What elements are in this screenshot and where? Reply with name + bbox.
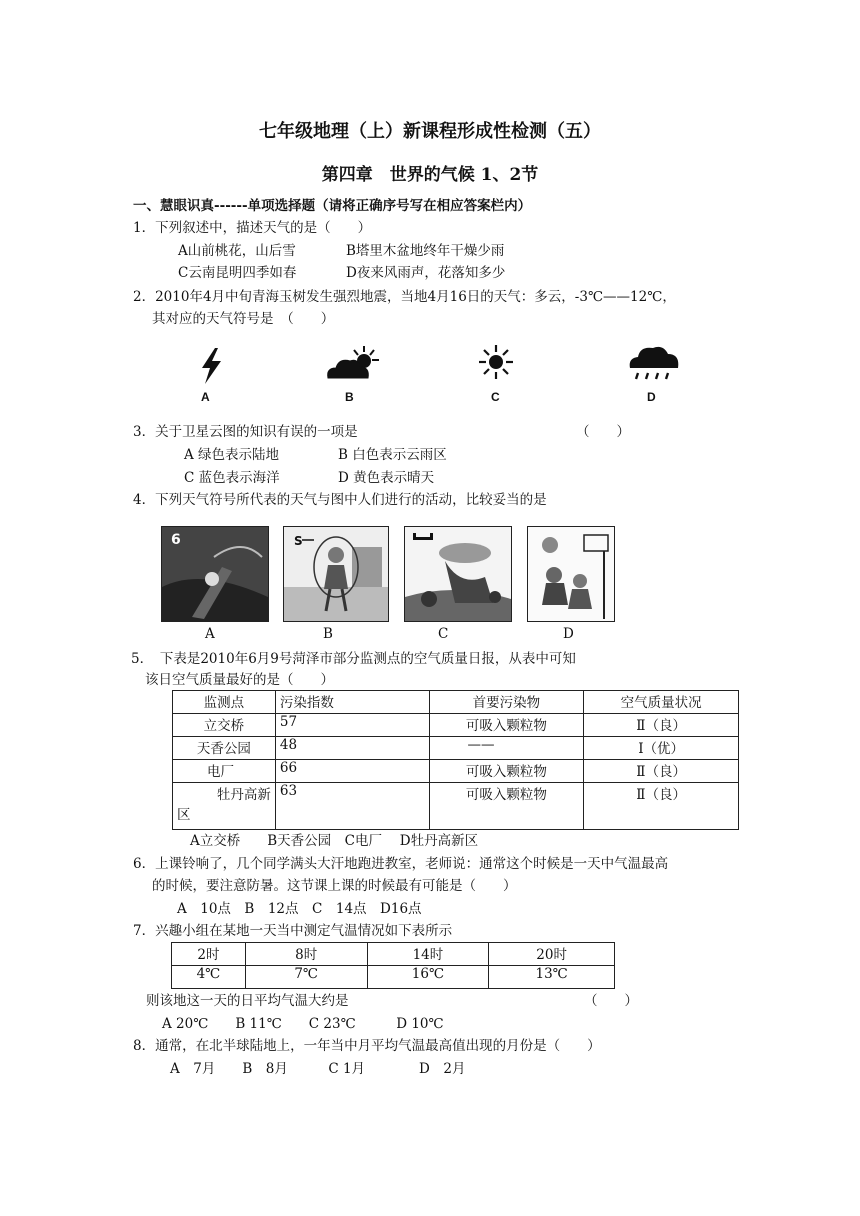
- q4-label-c: C: [438, 626, 449, 642]
- table-cell: [173, 783, 276, 830]
- q3-paren: （ ）: [576, 424, 630, 440]
- q2-stem-line1: 2．2010年4月中旬青海玉树发生强烈地震，当地4月16日的天气：多云，-3℃——12℃，: [133, 289, 676, 305]
- table-cell: 可吸入颗粒物: [429, 714, 584, 737]
- table-cell: 可吸入颗粒物: [429, 783, 584, 830]
- q4-picture-d: [527, 526, 615, 622]
- q3-option-a: A 绿色表示陆地: [184, 447, 280, 463]
- sun-icon: [478, 344, 514, 380]
- q7-paren: （ ）: [584, 993, 638, 1009]
- table-row: [172, 966, 615, 989]
- q6-stem-line1: 6．上课铃响了，几个同学满头大汗地跑进教室，老师说：通常这个时候是一天中气温最高: [133, 856, 669, 872]
- q7-options: A 20℃ B 11℃ C 23℃ D 10℃: [162, 1016, 444, 1032]
- station-name-tail: 区: [177, 807, 191, 823]
- q2-label-a: A: [201, 390, 210, 404]
- q7-stem: 7．兴趣小组在某地一天当中测定气温情况如下表所示: [133, 923, 453, 939]
- table-cell: 66: [275, 760, 429, 783]
- q8-options: A 7月 B 8月 C 1月 D 2月: [170, 1061, 466, 1077]
- q3-option-b: B 白色表示云雨区: [338, 447, 447, 463]
- table-cell: Ⅱ（良）: [584, 714, 739, 737]
- page-title: 七年级地理（上）新课程形成性检测（五）: [259, 121, 601, 142]
- q2-label-d: D: [647, 390, 656, 404]
- table-cell: 57: [275, 714, 429, 737]
- q1-option-d: D夜来风雨声，花落知多少: [346, 265, 506, 281]
- table-cell: 63: [275, 783, 429, 830]
- table-cell: 电厂: [173, 760, 276, 783]
- table-cell: 2时: [172, 943, 246, 966]
- q1-option-b: B塔里木盆地终年干燥少雨: [346, 243, 505, 259]
- table-cell: 7℃: [245, 966, 367, 989]
- q7-ask: 则该地这一天的日平均气温大约是: [146, 993, 349, 1009]
- q2-label-b: B: [345, 390, 354, 404]
- table-row: [173, 760, 739, 783]
- section-heading: 一、慧眼识真------单项选择题（请将正确序号写在相应答案栏内）: [133, 198, 532, 214]
- table-header-cell: 监测点: [173, 691, 276, 714]
- table-row: [173, 714, 739, 737]
- table-cell: Ⅰ（优）: [584, 737, 739, 760]
- table-cell: 13℃: [489, 966, 615, 989]
- table-cell: 8时: [245, 943, 367, 966]
- table-row: [172, 943, 615, 966]
- q2-label-c: C: [491, 390, 500, 404]
- table-cell: Ⅱ（良）: [584, 783, 739, 830]
- table-header-row: [173, 691, 739, 714]
- table-cell: 14时: [367, 943, 489, 966]
- table-header-cell: 污染指数: [275, 691, 429, 714]
- table-cell: 48: [275, 737, 429, 760]
- q3-stem: 3．关于卫星云图的知识有误的一项是: [133, 424, 358, 440]
- table-cell: 20时: [489, 943, 615, 966]
- q1-option-c: C云南昆明四季如春: [178, 265, 297, 281]
- q2-stem-line2: 其对应的天气符号是 （ ）: [152, 311, 335, 327]
- q4-picture-b: [283, 526, 389, 622]
- lightning-icon: [196, 346, 226, 386]
- table-header-cell: 空气质量状况: [584, 691, 739, 714]
- chapter-title: 第四章 世界的气候 1、2节: [321, 165, 539, 185]
- q6-options: A 10点 B 12点 C 14点 D16点: [177, 901, 422, 917]
- partly-cloudy-sun-icon: [322, 344, 382, 384]
- q6-stem-line2: 的时候，要注意防暑。这节课上课的时候最有可能是（ ）: [152, 878, 517, 894]
- station-name: 牡丹高新: [216, 787, 271, 803]
- table-row: [173, 737, 739, 760]
- q4-label-a: A: [205, 626, 215, 642]
- table-cell: Ⅱ（良）: [584, 760, 739, 783]
- q5-stem-line2: 该日空气质量最好的是（ ）: [145, 672, 334, 688]
- cloud-rain-icon: [626, 342, 682, 386]
- table-cell: 4℃: [172, 966, 246, 989]
- air-quality-table: [172, 690, 739, 830]
- table-cell: 可吸入颗粒物: [429, 760, 584, 783]
- table-cell: 16℃: [367, 966, 489, 989]
- q1-stem: 1．下列叙述中，描述天气的是（ ）: [133, 220, 372, 236]
- svg-text:6: 6: [171, 532, 181, 548]
- q3-option-c: C 蓝色表示海洋: [184, 470, 280, 486]
- q5-stem-line1: 5． 下表是2010年6月9号菏泽市部分监测点的空气质量日报，从表中可知: [131, 651, 576, 667]
- q8-stem: 8．通常，在北半球陆地上，一年当中月平均气温最高值出现的月份是（ ）: [133, 1038, 601, 1054]
- q4-label-b: B: [323, 626, 333, 642]
- q5-options: A立交桥 B天香公园 C电厂 D牡丹高新区: [190, 833, 479, 849]
- q4-picture-c: [404, 526, 512, 622]
- table-cell: ——: [429, 737, 584, 760]
- svg-text:S: S: [294, 534, 303, 548]
- q4-label-d: D: [563, 626, 574, 642]
- q4-picture-a: [161, 526, 269, 622]
- q3-option-d: D 黄色表示晴天: [338, 470, 435, 486]
- q4-stem: 4．下列天气符号所代表的天气与图中人们进行的活动，比较妥当的是: [133, 492, 547, 508]
- table-cell: 立交桥: [173, 714, 276, 737]
- temperature-table: [171, 942, 615, 989]
- q1-option-a: A山前桃花，山后雪: [178, 243, 296, 259]
- table-row: [173, 783, 739, 830]
- table-header-cell: 首要污染物: [429, 691, 584, 714]
- table-cell: 天香公园: [173, 737, 276, 760]
